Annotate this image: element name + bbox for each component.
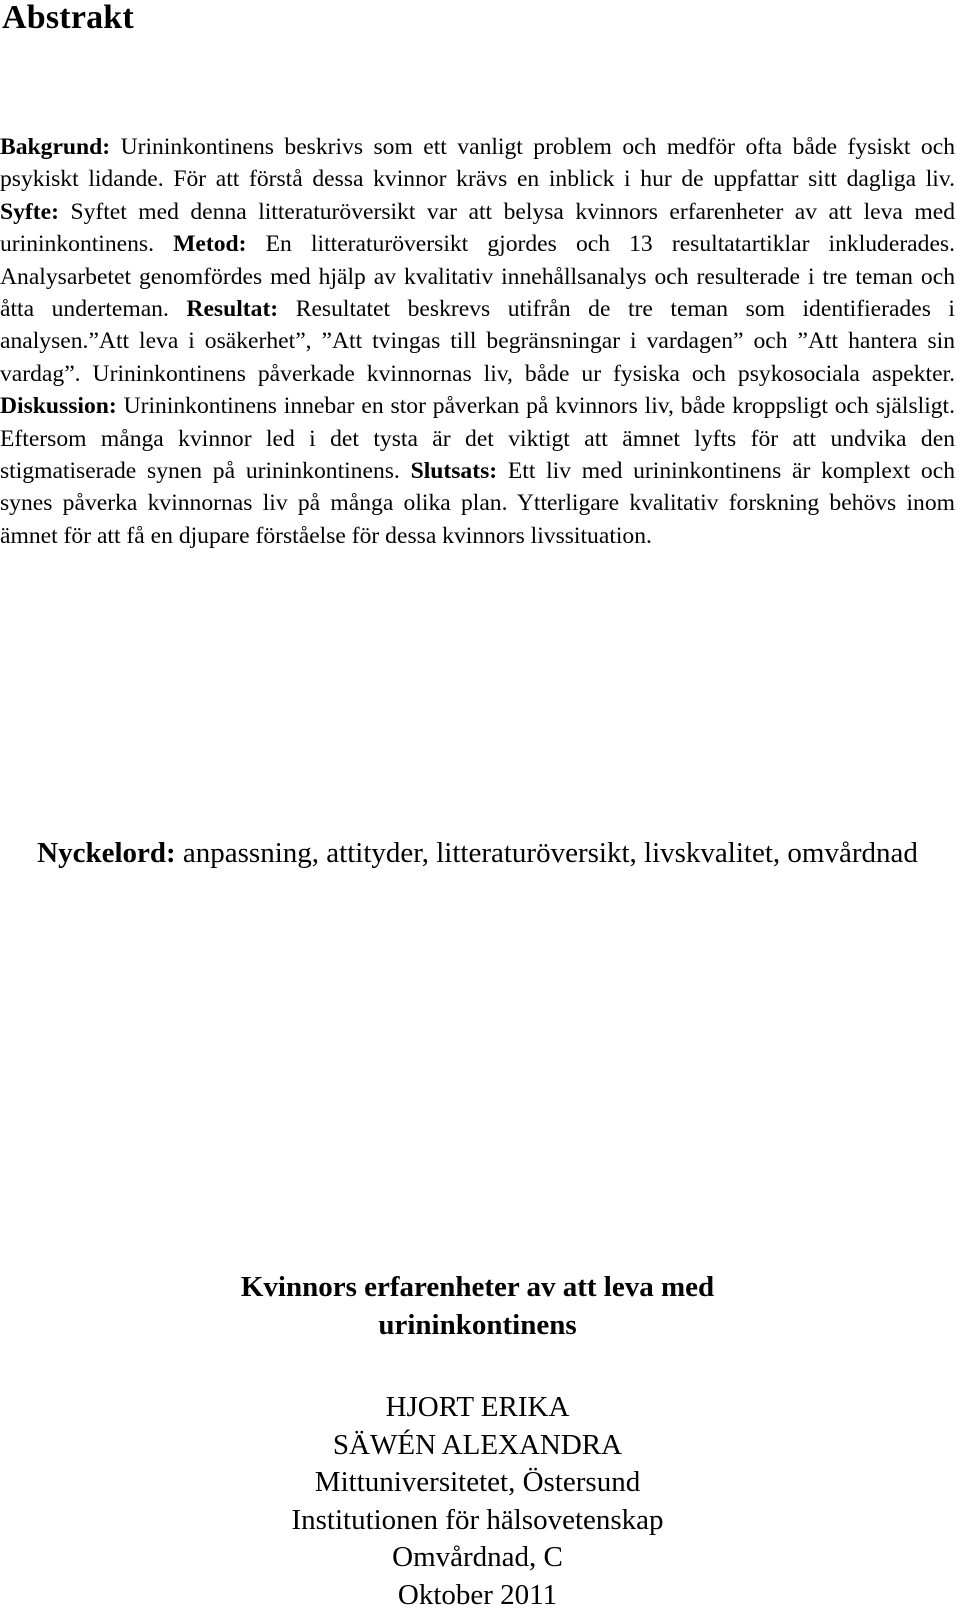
author-info [0, 1389, 955, 1615]
course: Omvårdnad, C [392, 1541, 563, 1574]
bakgrund-text: Urininkontinens beskrivs som ett vanligt problem och medför ofta både fysiskt och psykiskt lidande. För att förstå dessa kvinnor krävs en inblick i hur de uppfattar sitt dagliga liv. [0, 134, 955, 193]
slutsats-text: Ett liv med urininkontinens är komplext och synes påverka kvinnornas liv på många olika plan. Ytterligare kvalitativ forskning behövs inom ämnet för att få en djupare förståelse för dessa kvinnors livssituation. [0, 458, 955, 549]
resultat-label: Resultat: [186, 296, 279, 323]
abstract-paragraph [0, 131, 955, 552]
date: Oktober 2011 [397, 1578, 558, 1611]
thesis-title-line-2: urininkontinens [378, 1309, 577, 1341]
author-2: SÄWÉN ALEXANDRA [332, 1428, 623, 1461]
syfte-label: Syfte: [0, 198, 59, 225]
metod-text: En litteraturöversikt gjordes och 13 resultatartiklar inkluderades. Analysarbetet genomfördes med hjälp av kvalitativ innehållsanalys och resulterade i tre teman och åtta underteman. [0, 231, 955, 323]
slutsats-label: Slutsats: [410, 458, 498, 485]
author-1: HJORT ERIKA [385, 1391, 570, 1423]
keywords-text: anpassning, attityder, litteraturöversikt, livskvalitet, omvårdnad [175, 837, 918, 869]
metod-label: Metod: [173, 231, 247, 258]
department: Institutionen för hälsovetenskap [291, 1503, 664, 1536]
thesis-title [0, 1268, 955, 1344]
thesis-title-line-1: Kvinnors erfarenheter av att leva med [240, 1271, 715, 1303]
page-heading: Abstrakt [2, 0, 134, 36]
university: Mittuniversitetet, Östersund [314, 1466, 641, 1499]
diskussion-text: Urininkontinens innebar en stor påverkan på kvinnors liv, både kroppsligt och själsligt. Eftersom många kvinnor led i det tysta är det viktigt att ämnet lyfts för att undvika den stigmatiserade synen på urininkontinens. [0, 393, 955, 485]
bakgrund-label: Bakgrund: [0, 134, 111, 160]
resultat-text: Resultatet beskrevs utifrån de tre teman som identifierades i analysen.”Att leva i osäkerhet”, ”Att tvingas till begränsningar i vardagen” och ”Att hantera sin vardag”. Urininkontinens påverkade kvinnornas liv, både ur fysiska och psykosociala aspekter. [0, 296, 955, 387]
diskussion-label: Diskussion: [0, 393, 117, 420]
syfte-text: Syftet med denna litteraturöversikt var att belysa kvinnors erfarenheter av att leva med urininkontinens. [0, 198, 955, 258]
keywords-paragraph [0, 834, 955, 872]
keywords-label: Nyckelord: [37, 837, 176, 869]
